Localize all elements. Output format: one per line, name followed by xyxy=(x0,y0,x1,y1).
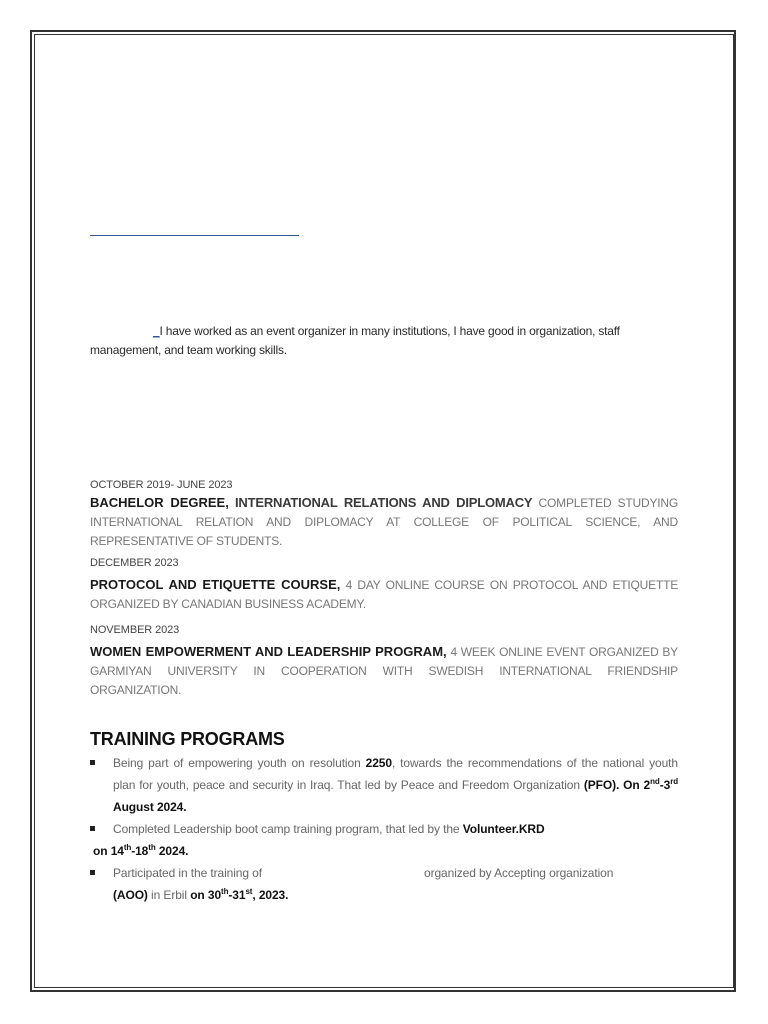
entry-date: NOVEMBER 2023 xyxy=(90,624,180,636)
summary-text: I have worked as an event organizer in many institutions, I have good in organization, staff management, and team working skills. xyxy=(90,324,620,357)
entry-date: DECEMBER 2023 xyxy=(90,557,179,569)
entry-description: 4 DAY ONLINE COURSE ON PROTOCOL AND ETIQUETTE ORGANIZED BY CANADIAN BUSINESS ACADEMY. xyxy=(90,578,679,611)
entry-degree: BACHELOR DEGREE, xyxy=(90,495,229,510)
entry-date: OCTOBER 2019- JUNE 2023 xyxy=(90,479,233,491)
entry-degree: PROTOCOL AND ETIQUETTE COURSE, xyxy=(90,577,341,592)
bullet-icon xyxy=(90,760,95,765)
bullet-icon xyxy=(90,870,95,875)
entry-description: COMPLETED STUDYING INTERNATIONAL RELATION AND DIPLOMACY AT COLLEGE OF POLITICAL SCIENCE, AND REPRESENTATIVE OF STUDENTS. xyxy=(90,496,679,548)
profile-summary: _I have worked as an event organizer in many institutions, I have good in organization, staff management, and team working skills. xyxy=(90,324,620,357)
education-entry-1 xyxy=(90,479,678,551)
bullet-icon xyxy=(90,826,95,831)
entry-field: INTERNATIONAL RELATIONS AND DIPLOMACY xyxy=(235,495,533,510)
education-entry-3 xyxy=(90,624,678,700)
training-item: Participated in the training of organized by Accepting organization (AOO) in Erbil on 30th-31st, 2023. xyxy=(90,862,678,906)
training-section-title: TRAINING PROGRAMS xyxy=(90,729,285,749)
training-item: Completed Leadership boot camp training program, that led by the Volunteer.KRD on 14th-18th 2024. xyxy=(90,818,678,862)
training-item: Being part of empowering youth on resolution 2250, towards the recommendations of the national youth plan for youth, peace and security in Iraq. That led by Peace and Freedom Organization (PFO). On 2nd-3rd August 2024. xyxy=(90,752,678,818)
education-entry-2 xyxy=(90,557,678,614)
header-rule xyxy=(90,235,299,236)
entry-description: 4 WEEK ONLINE EVENT ORGANIZED BY GARMIYAN UNIVERSITY IN COOPERATION WITH SWEDISH INTERNATIONAL FRIENDSHIP ORGANIZATION. xyxy=(90,645,678,697)
training-list xyxy=(90,752,678,906)
entry-degree: WOMEN EMPOWERMENT AND LEADERSHIP PROGRAM, xyxy=(90,644,447,659)
